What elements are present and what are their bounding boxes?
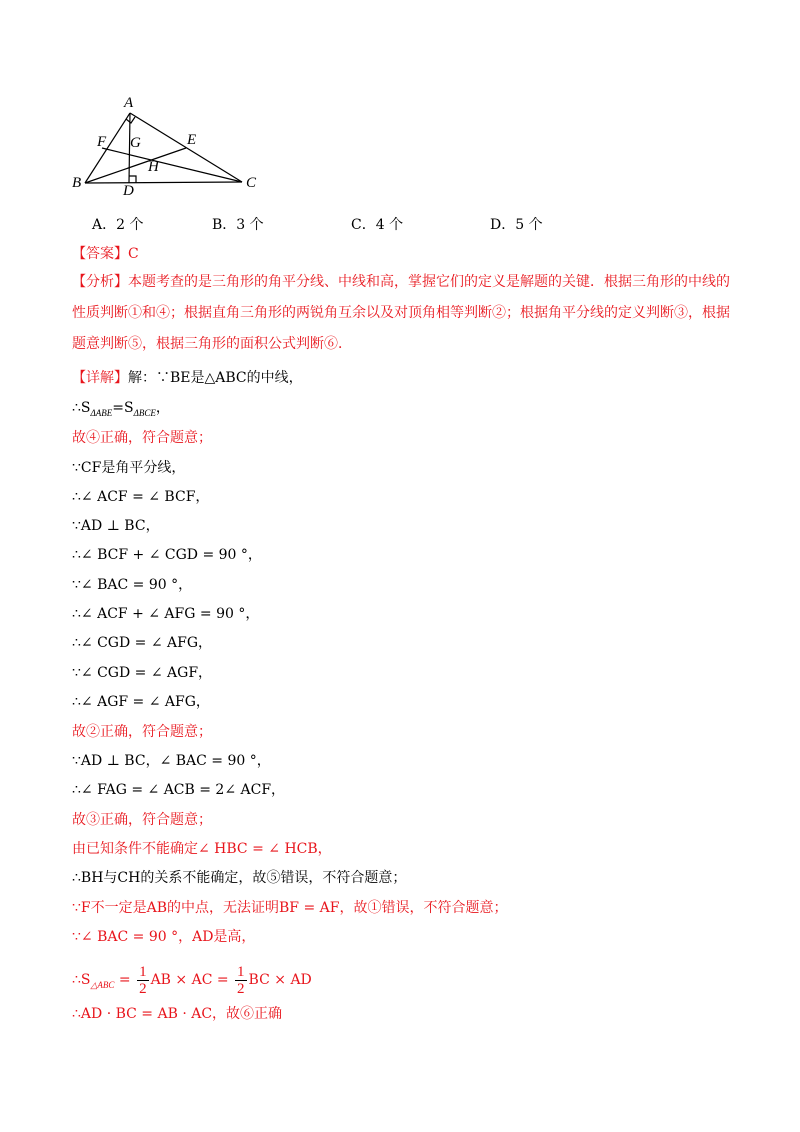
detail-line-20: ∵∠ BAC = 90 °，AD是高，: [72, 929, 256, 945]
option-c: C．4 个: [351, 217, 404, 233]
area-sub-bce: ΔBCE: [133, 408, 156, 418]
detail-line-6: ∵AD ⊥ BC，: [72, 518, 160, 534]
side-ab: [85, 113, 130, 183]
detail-line-18: ∴BH与CH的关系不能确定，故⑤错误，不符合题意；: [72, 870, 407, 886]
frac-den-2: 2: [237, 980, 245, 997]
option-b: B．3 个: [212, 217, 264, 233]
detail-line-11: ∵∠ CGD = ∠ AGF，: [72, 665, 213, 681]
label-h: H: [148, 159, 159, 175]
detail-line1: 解：∵BE是△ABC的中线，: [128, 370, 303, 386]
detail-line-17: 由已知条件不能确定∠ HBC = ∠ HCB，: [72, 841, 332, 857]
label-a: A: [124, 95, 134, 111]
label-c: C: [246, 175, 257, 191]
detail-line-14: ∵AD ⊥ BC，∠ BAC = 90 °，: [72, 753, 271, 769]
analysis-paragraph: [72, 267, 732, 360]
detail-line-16: 故③正确，符合题意；: [72, 812, 212, 828]
area-sub-abc: △ABC: [90, 980, 115, 990]
label-g: G: [130, 135, 141, 151]
label-d: D: [123, 183, 134, 199]
detail-line-10: ∴∠ CGD = ∠ AFG，: [72, 635, 213, 651]
area-eq-1: =: [114, 972, 136, 988]
detail-line-9: ∴∠ ACF + ∠ AFG = 90 °，: [72, 606, 260, 622]
label-b: B: [72, 175, 82, 191]
area-mid: AB × AC =: [150, 972, 234, 988]
fraction-half-2: [235, 964, 247, 997]
analysis-tag: 【分析】: [72, 274, 128, 290]
option-a: A．2 个: [92, 217, 144, 233]
answer-line: [72, 244, 139, 264]
area-eq: =S: [112, 400, 134, 416]
detail-line-12: ∴∠ AGF = ∠ AFG，: [72, 694, 210, 710]
analysis-text: 本题考查的是三角形的角平分线、中线和高，掌握它们的定义是解题的关键．根据三角形的中线的性质判断①和④；根据直角三角形的两锐角互余以及对顶角相等判断②；根据角平分线的定义判断③，根据题意判断⑤，根据三角形的面积公式判断⑥．: [72, 274, 730, 352]
label-f: F: [97, 134, 107, 150]
detail-line-22: ∴AD · BC = AB · AC，故⑥正确: [72, 1006, 283, 1022]
area-s-abc: ∴S: [72, 972, 91, 988]
label-e: E: [187, 132, 197, 148]
side-bc: [85, 182, 242, 183]
area-end: ，: [155, 400, 170, 416]
detail-line-15: ∴∠ FAG = ∠ ACB = 2∠ ACF，: [72, 782, 286, 798]
detail-line-8: ∵∠ BAC = 90 °，: [72, 577, 193, 593]
answer-tag: 【答案】: [72, 246, 128, 262]
answer-value: C: [128, 246, 139, 262]
right-angle-d: [129, 176, 136, 183]
detail-tag: 【详解】: [72, 370, 128, 386]
frac-num-1: 1: [139, 963, 147, 980]
detail-line-4: ∵CF是角平分线，: [72, 460, 186, 476]
detail-line-21: [72, 960, 312, 1005]
area-end-2: BC × AD: [248, 972, 312, 988]
side-ac: [130, 113, 242, 182]
detail-line-13: 故②正确，符合题意；: [72, 724, 212, 740]
detail-line-5: ∴∠ ACF = ∠ BCF，: [72, 489, 210, 505]
detail-line-7: ∴∠ BCF + ∠ CGD = 90 °，: [72, 547, 262, 563]
triangle-figure: [60, 88, 280, 203]
detail-line-2: [72, 398, 170, 423]
detail-line-1: [72, 368, 303, 388]
choice-options: [92, 214, 692, 234]
area-s-1: ∴S: [72, 400, 91, 416]
detail-line-3: 故④正确，符合题意；: [72, 430, 212, 446]
frac-num-2: 1: [237, 963, 245, 980]
option-d: D．5 个: [490, 217, 543, 233]
detail-line-19: ∵F不一定是AB的中点，无法证明BF = AF，故①错误，不符合题意；: [72, 900, 508, 916]
fraction-half-1: [137, 964, 149, 997]
frac-den-1: 2: [139, 980, 147, 997]
area-sub-abe: ΔABE: [90, 408, 113, 418]
